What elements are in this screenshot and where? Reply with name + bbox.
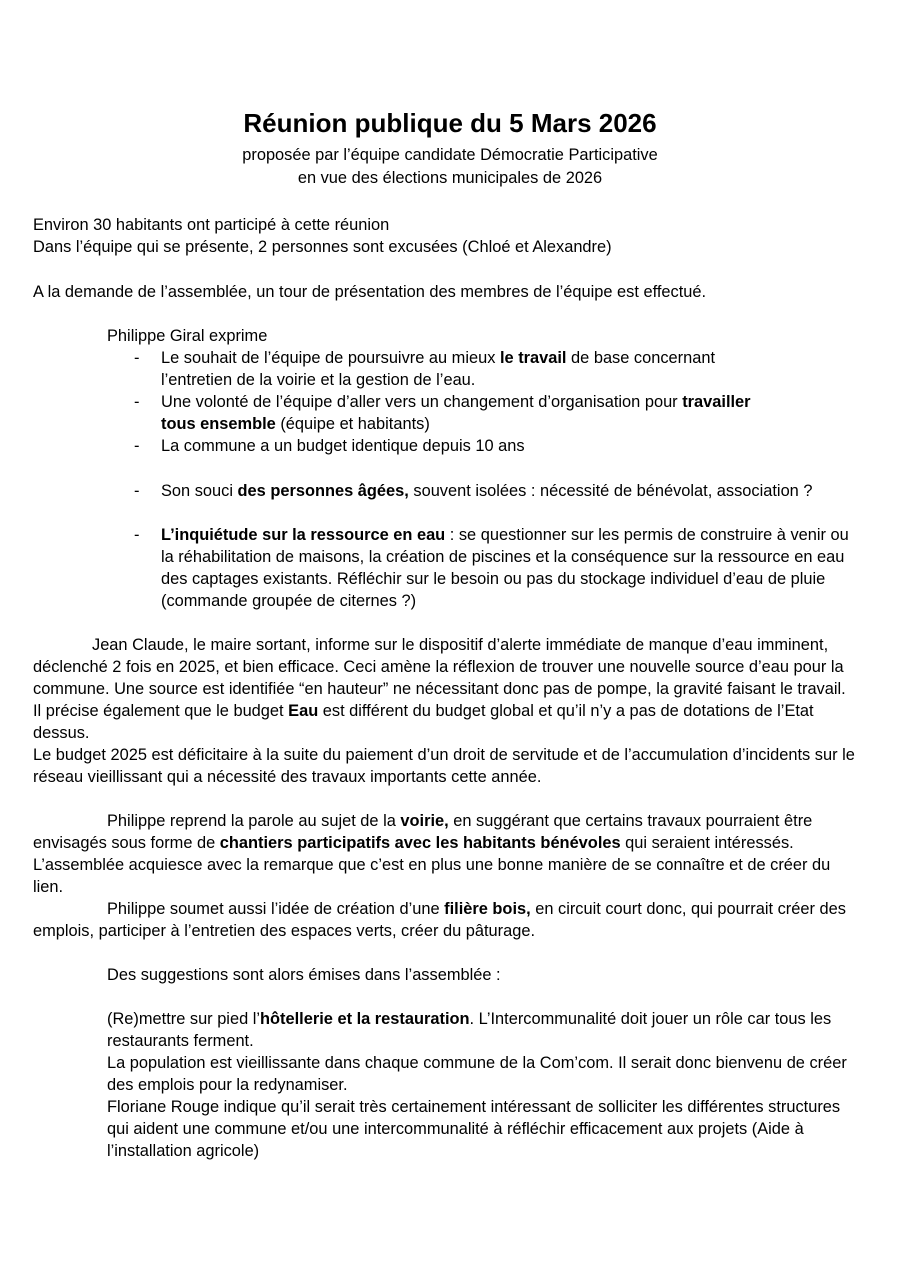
bullet-item-continuation: l’entretien de la voirie et la gestion de l’eau. bbox=[161, 371, 476, 389]
suggestion-line: Floriane Rouge indique qu’il serait très certainement intéressant de solliciter les différentes structures bbox=[107, 1098, 841, 1116]
bullet-item: Une volonté de l’équipe d’aller vers un changement d’organisation pour travailler bbox=[161, 393, 751, 411]
suggestion-line: l’installation agricole) bbox=[107, 1142, 260, 1160]
bullet-dash: - bbox=[134, 393, 140, 411]
bullet-item-continuation: tous ensemble (équipe et habitants) bbox=[161, 415, 430, 433]
suggestions-heading: Des suggestions sont alors émises dans l’assemblée : bbox=[107, 966, 501, 984]
suggestion-line: restaurants ferment. bbox=[107, 1032, 254, 1050]
subtitle-line-2: en vue des élections municipales de 2026 bbox=[297, 169, 603, 187]
page-title: Réunion publique du 5 Mars 2026 bbox=[243, 108, 657, 138]
paragraph-line: déclenché 2 fois en 2025, et bien efficace. Ceci amène la réflexion de trouver une nouvelle source d’eau pour la bbox=[33, 658, 844, 676]
paragraph-line: dessus. bbox=[33, 724, 90, 742]
paragraph-line: emplois, participer à l’entretien des espaces verts, créer du pâturage. bbox=[33, 922, 535, 940]
paragraph-line: Le budget 2025 est déficitaire à la suite du paiement d’un droit de servitude et de l’accumulation d’incidents sur le bbox=[33, 746, 855, 764]
intro-excused: Dans l’équipe qui se présente, 2 personnes sont excusées (Chloé et Alexandre) bbox=[33, 238, 612, 256]
paragraph-line: Philippe reprend la parole au sujet de la voirie, en suggérant que certains travaux pourraient être bbox=[107, 812, 813, 830]
paragraph-line: Jean Claude, le maire sortant, informe sur le dispositif d’alerte immédiate de manque d’eau imminent, bbox=[92, 636, 829, 654]
paragraph-line: Philippe soumet aussi l’idée de création d’une filière bois, en circuit court donc, qui pourrait créer des bbox=[107, 900, 846, 918]
paragraph-line: envisagés sous forme de chantiers participatifs avec les habitants bénévoles qui seraient intéressés. bbox=[33, 834, 794, 852]
bullet-item-continuation: la réhabilitation de maisons, la création de piscines et la conséquence sur la ressource en eau bbox=[161, 548, 845, 566]
paragraph-line: commune. Une source est identifiée “en hauteur” ne nécessitant donc pas de pompe, la gravité faisant le travail. bbox=[33, 680, 846, 698]
paragraph-line: L’assemblée acquiesce avec la remarque que c’est en plus une bonne manière de se connaître et de créer du bbox=[33, 856, 831, 874]
bullet-dash: - bbox=[134, 437, 140, 455]
suggestion-line: (Re)mettre sur pied l’hôtellerie et la restauration. L’Intercommunalité doit jouer un rôle car tous les bbox=[107, 1010, 832, 1028]
subtitle-line-1: proposée par l’équipe candidate Démocratie Participative bbox=[242, 146, 658, 164]
intro-presentation: A la demande de l’assemblée, un tour de présentation des membres de l’équipe est effectué. bbox=[33, 283, 707, 301]
paragraph-line: lien. bbox=[33, 878, 64, 896]
bullet-dash: - bbox=[134, 349, 140, 367]
philippe-heading: Philippe Giral exprime bbox=[107, 327, 268, 345]
suggestion-line: qui aident une commune et/ou une intercommunalité à réfléchir efficacement aux projets (Aide à bbox=[107, 1120, 804, 1138]
suggestion-line: La population est vieillissante dans chaque commune de la Com’com. Il serait donc bienvenu de créer bbox=[107, 1054, 847, 1072]
paragraph-line: Il précise également que le budget Eau est différent du budget global et qu’il n’y a pas de dotations de l’Etat bbox=[33, 702, 814, 720]
bullet-item: L’inquiétude sur la ressource en eau : se questionner sur les permis de construire à venir ou bbox=[161, 526, 849, 544]
bullet-item: La commune a un budget identique depuis 10 ans bbox=[161, 437, 525, 455]
intro-attendance: Environ 30 habitants ont participé à cette réunion bbox=[33, 216, 390, 234]
bullet-item: Le souhait de l’équipe de poursuivre au mieux le travail de base concernant bbox=[161, 349, 716, 367]
bullet-item-continuation: des captages existants. Réfléchir sur le besoin ou pas du stockage individuel d’eau de pluie bbox=[161, 570, 826, 588]
paragraph-line: réseau vieillissant qui a nécessité des travaux importants cette année. bbox=[33, 768, 542, 786]
bullet-item-continuation: (commande groupée de citernes ?) bbox=[161, 592, 417, 610]
bullet-dash: - bbox=[134, 526, 140, 544]
bullet-dash: - bbox=[134, 482, 140, 500]
suggestion-line: des emplois pour la redynamiser. bbox=[107, 1076, 348, 1094]
bullet-item: Son souci des personnes âgées, souvent isolées : nécessité de bénévolat, association ? bbox=[161, 482, 813, 500]
